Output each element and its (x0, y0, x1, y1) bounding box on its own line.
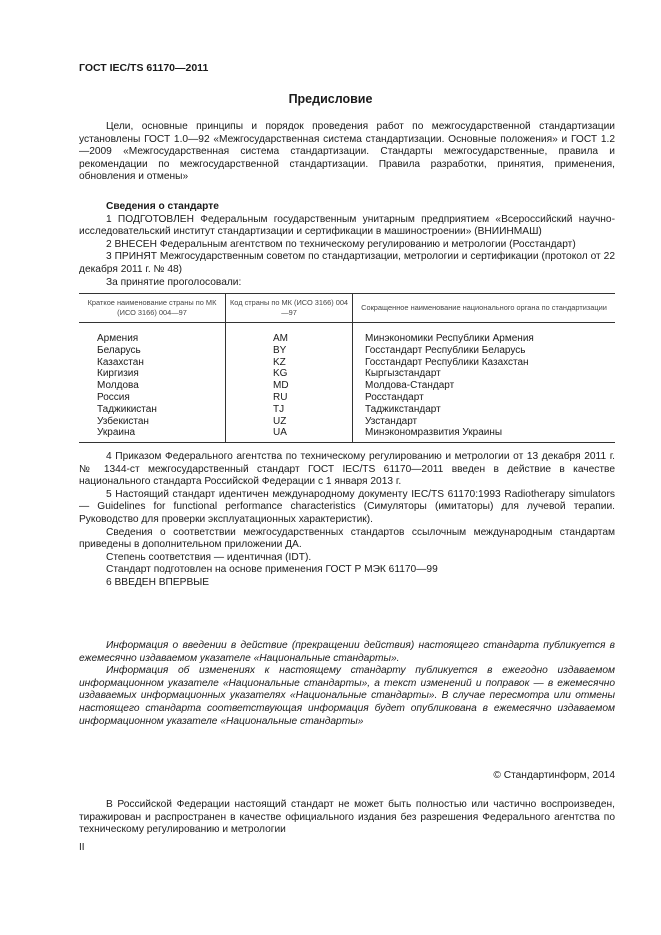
country-code: AM (226, 323, 353, 345)
item-5-degree: Степень соответствия — идентичная (IDT). (106, 551, 312, 563)
country-name: Киргизия (97, 368, 139, 380)
column-header-country: Краткое наименование страны по МК (ИСО 3166) 004—97 (79, 294, 226, 323)
about-item-1: 1 ПОДГОТОВЛЕН Федеральным государственным унитарным предприятием «Всероссийский научно-исследовательский институт стандартизации и сертификации в машиностроении» (ВНИИНМАШ) (79, 213, 615, 238)
table-row (79, 345, 615, 357)
standards-body: Таджикстандарт (353, 404, 616, 416)
copyright-notice: © Стандартинформ, 2014 (493, 770, 615, 781)
info-paragraph-2: Информация об изменениях к настоящему стандарту публикуется в ежегодно издаваемом информационном указателе «Национальные стандарты», а текст изменений и поправок — в ежемесячно издаваемых информационных указателях «Национальные стандарты». В случае пересмотра или отмены настоящего стандарта соответствующая информация будет опубликована в ежемесячно издаваемом информационном указателе «Национальные стандарты» (79, 665, 615, 727)
country-name: Узбекистан (97, 415, 149, 427)
item-4-paragraph: 4 Приказом Федерального агентства по техническому регулированию и метрологии от 13 декабря 2011 г. № 1344-ст межгосударственный стандарт ГОСТ IEC/TS 61170—2011 введен в действие в качестве национального стандарта Российской Федерации с 1 января 2013 г. (79, 451, 615, 488)
country-code: KG (226, 368, 353, 380)
standards-body: Минэкономразвития Украины (353, 427, 616, 442)
column-header-body: Сокращенное наименование национального органа по стандартизации (353, 294, 616, 323)
standards-body: Росстандарт (353, 392, 616, 404)
standards-body: Молдова-Стандарт (353, 380, 616, 392)
about-item-3: 3 ПРИНЯТ Межгосударственным советом по стандартизации, метрологии и сертификации (протокол от 22 декабря 2011 г. № 48) (79, 251, 615, 275)
country-code: RU (226, 392, 353, 404)
table-header-row (79, 294, 615, 323)
column-header-code: Код страны по МК (ИСО 3166) 004—97 (226, 294, 353, 323)
country-name: Россия (97, 391, 130, 403)
rights-section (79, 799, 615, 837)
about-item-3-voted: За принятие проголосовали: (106, 276, 242, 288)
implementation-section (79, 451, 615, 590)
standards-body: Госстандарт Республики Казахстан (353, 357, 616, 369)
country-code: TJ (226, 404, 353, 416)
table-row (79, 427, 615, 442)
table-row (79, 357, 615, 369)
item-5-references: Сведения о соответствии межгосударственных стандартов ссылочным международным стандартам приведены в дополнительном приложении ДА. (79, 526, 615, 551)
table-row (79, 323, 615, 345)
country-code: BY (226, 345, 353, 357)
standards-body: Узстандарт (353, 416, 616, 428)
publication-info-section (79, 640, 615, 728)
item-5-paragraph: 5 Настоящий стандарт идентичен международному документу IEC/TS 61170:1993 Radiotherapy simulators — Guidelines for functional performance characteristics (Симуляторы (имитаторы) для лучевой терапии. Руководство для проверки эксплуатационных характеристик). (79, 488, 615, 525)
intro-section (79, 121, 615, 184)
table-row (79, 368, 615, 380)
document-code-header: ГОСТ IEC/TS 61170—2011 (79, 62, 209, 74)
page-title: Предисловие (288, 92, 373, 106)
intro-paragraph: Цели, основные принципы и порядок проведения работ по межгосударственной стандартизации установлены ГОСТ 1.0—92 «Межгосударственная система стандартизации. Основные положения» и ГОСТ 1.2—2009 «Межгосударственная система стандартизации. Стандарты межгосударственные, правила и рекомендации по межгосударственной стандартизации. Правила разработки, принятия, применения, обновления и отмены» (79, 121, 615, 183)
standards-body: Минэкономики Республики Армения (353, 323, 616, 345)
standards-body: Госстандарт Республики Беларусь (353, 345, 616, 357)
country-name: Казахстан (97, 356, 144, 368)
table-row (79, 416, 615, 428)
info-paragraph-1: Информация о введении в действие (прекращении действия) настоящего стандарта публикуется в ежемесячно издаваемом указателе «Национальные стандарты». (79, 640, 615, 664)
voting-countries-table (79, 293, 615, 443)
country-name: Армения (97, 333, 139, 344)
country-code: UA (226, 427, 353, 442)
country-code: UZ (226, 416, 353, 428)
country-name: Молдова (97, 380, 139, 392)
item-6-paragraph: 6 ВВЕДЕН ВПЕРВЫЕ (106, 576, 210, 588)
country-code: KZ (226, 357, 353, 369)
table-row (79, 380, 615, 392)
about-heading: Сведения о стандарте (106, 201, 219, 212)
country-name: Таджикистан (97, 403, 157, 415)
country-code: MD (226, 380, 353, 392)
country-name: Беларусь (97, 344, 141, 356)
table-row (79, 392, 615, 404)
item-5-basis: Стандарт подготовлен на основе применения ГОСТ Р МЭК 61170—99 (106, 564, 438, 576)
about-section (79, 201, 615, 289)
page-number: II (79, 842, 85, 853)
table-row (79, 404, 615, 416)
country-name: Украина (79, 427, 226, 442)
rights-paragraph: В Российской Федерации настоящий стандарт не может быть полностью или частично воспроизведен, тиражирован и распространен в качестве официального издания без разрешения Федерального агентства по техническому регулированию и метрологии (79, 799, 615, 836)
about-item-2: 2 ВНЕСЕН Федеральным агентством по техническому регулированию и метрологии (Росстандарт) (106, 238, 576, 250)
standards-body: Кыргызстандарт (353, 368, 616, 380)
